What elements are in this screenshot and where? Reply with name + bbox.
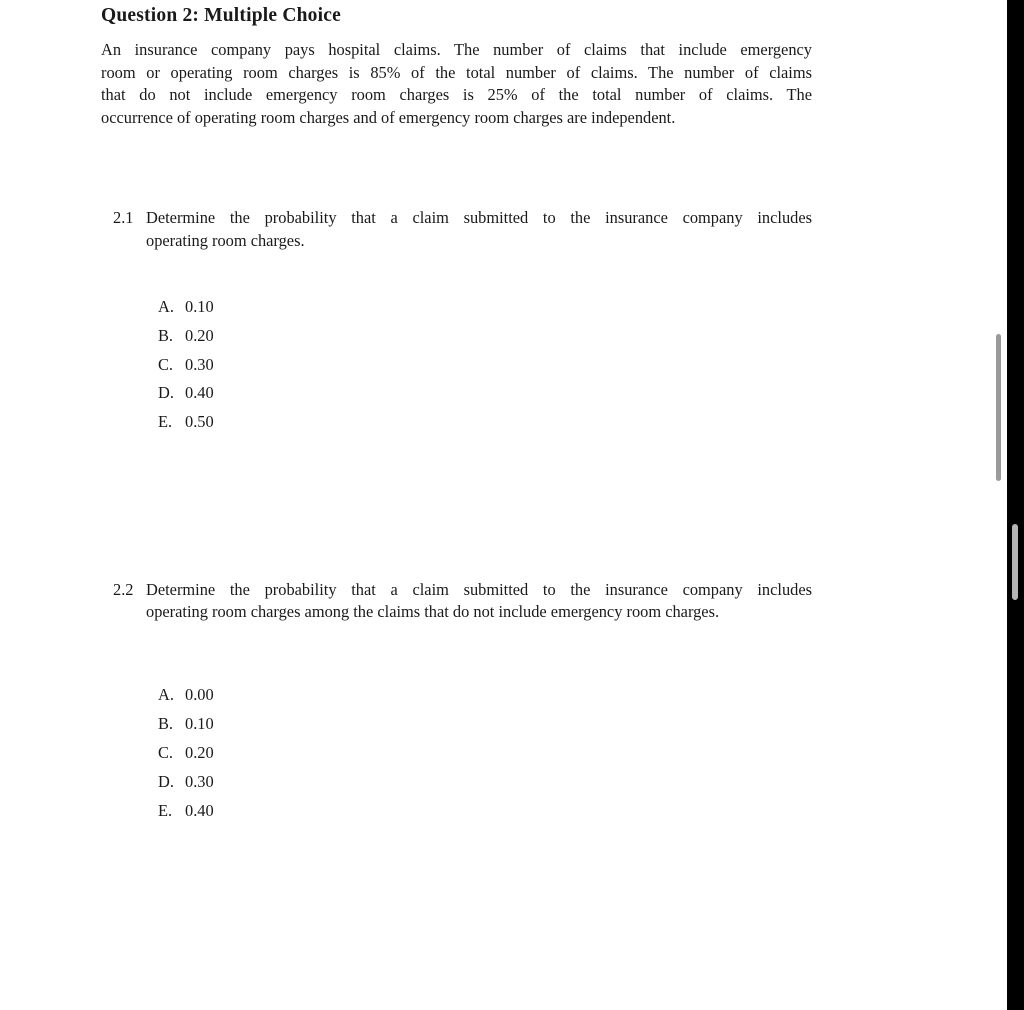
question-title: Question 2: Multiple Choice (101, 5, 341, 26)
side-panel-edge (1007, 0, 1024, 1010)
option-value: 0.40 (185, 383, 214, 402)
intro-line: room or operating room charges is 85% of the total number of claims. The number of claims (101, 63, 812, 82)
vertical-scrollbar-thumb[interactable] (996, 334, 1001, 481)
option-letter: B. (158, 326, 174, 345)
option-value: 0.20 (185, 326, 214, 345)
option-value: 0.30 (185, 355, 214, 374)
subquestion-number: 2.2 (113, 580, 134, 599)
option-letter: C. (158, 355, 174, 374)
side-panel-scroll-handle[interactable] (1012, 524, 1018, 600)
option-letter: E. (158, 801, 173, 820)
answer-option[interactable] (158, 325, 214, 347)
option-letter: D. (158, 772, 174, 791)
subquestion-text-line: operating room charges. (146, 231, 305, 250)
option-value: 0.10 (185, 297, 214, 316)
option-value: 0.10 (185, 714, 214, 733)
answer-option[interactable] (158, 354, 214, 376)
intro-line: that do not include emergency room charges is 25% of the total number of claims. The (101, 85, 812, 104)
subquestion-number: 2.1 (113, 208, 134, 227)
option-letter: A. (158, 297, 174, 316)
option-letter: A. (158, 685, 174, 704)
option-letter: D. (158, 383, 174, 402)
subquestion-text-line: Determine the probability that a claim submitted to the insurance company includes (146, 580, 812, 599)
option-letter: B. (158, 714, 174, 733)
subquestion-text-line: Determine the probability that a claim submitted to the insurance company includes (146, 208, 812, 227)
option-value: 0.20 (185, 743, 214, 762)
answer-option[interactable] (158, 742, 214, 764)
answer-option[interactable] (158, 800, 214, 822)
answer-option[interactable] (158, 382, 214, 404)
answer-option[interactable] (158, 713, 214, 735)
answer-option[interactable] (158, 411, 214, 433)
intro-line: An insurance company pays hospital claims. The number of claims that include emergency (101, 40, 812, 59)
option-value: 0.00 (185, 685, 214, 704)
answer-option[interactable] (158, 684, 214, 706)
option-value: 0.50 (185, 412, 214, 431)
intro-line: occurrence of operating room charges and of emergency room charges are independent. (101, 108, 676, 127)
answer-option[interactable] (158, 771, 214, 793)
answer-option[interactable] (158, 296, 214, 318)
option-letter: E. (158, 412, 173, 431)
option-letter: C. (158, 743, 174, 762)
option-value: 0.40 (185, 801, 214, 820)
option-value: 0.30 (185, 772, 214, 791)
subquestion-text-line: operating room charges among the claims that do not include emergency room charges. (146, 602, 720, 621)
